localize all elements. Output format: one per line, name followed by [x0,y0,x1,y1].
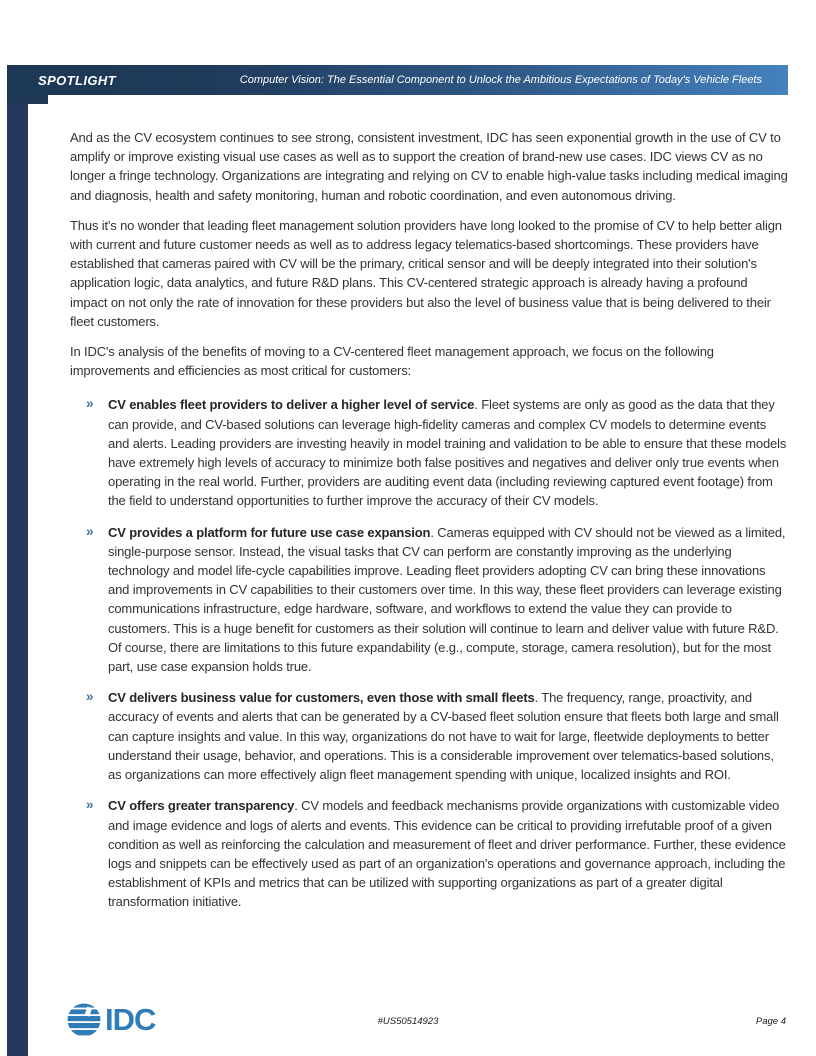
paragraph: And as the CV ecosystem continues to see strong, consistent investment, IDC has seen exponential growth in the use of CV to amplify or improve existing visual use cases as well as to support the creation of brand-new use cases. IDC views CV as no longer a fringe technology. Organizations are integrating and relying on CV to enable high-value tasks including medical imaging and diagnosis, health and safety monitoring, human and robotic coordination, and even autonomous driving. [70,130,788,203]
chevron-bullet-icon: » [86,797,94,813]
page-footer [0,998,816,1044]
left-accent-stripe [7,65,28,1056]
chevron-bullet-icon: » [86,523,94,539]
bullet-text [108,525,785,674]
paragraph: In IDC's analysis of the benefits of moving to a CV-centered fleet management approach, we focus on the following improvements and efficiencies as most critical for customers: [70,344,714,379]
bullet-text [108,397,786,508]
header-bar [7,65,788,95]
document-title: Computer Vision: The Essential Component to Unlock the Ambitious Expectations of Today's Vehicle Fleets [239,74,762,86]
bullet-lead: CV offers greater transparency [108,798,295,814]
chevron-bullet-icon: » [86,396,94,412]
bullet-item [70,523,788,677]
bullet-item [70,688,788,784]
bullet-body: . The frequency, range, proactivity, and accuracy of events and alerts that can be generated by a CV-based fleet solution ensure that fleets both large and small can capture insights and value. In this way, organizations do not have to wait for large, fleetwide deployments to better understand their usage, behavior, and operations. This is a considerable improvement over telematics-based solutions, as organizations can more effectively align fleet management spending with unique, localized insights and ROI. [108,690,779,783]
page-body [70,128,788,924]
document-number: #US50514923 [377,1016,439,1027]
bullet-text [108,690,779,782]
bullet-item [70,796,788,911]
bullet-lead: CV delivers business value for customers, even those with small fleets [108,690,535,706]
chevron-bullet-icon: » [86,689,94,705]
bullet-body: . CV models and feedback mechanisms provide organizations with customizable video and image evidence and logs of alerts and events. This evidence can be critical to providing irrefutable proof of a given condition as well as reinforcing the calculation and measurement of fleet and driver performance. Further, these evidence logs and snippets can be effectively used as part of an organization's operations and governance approach, including the establishment of KPIs and metrics that can be utilized with supporting organizations as part of a greater digital transformation initiative. [108,798,786,910]
bullet-body: . Fleet systems are only as good as the data that they can provide, and CV-based solutions can leverage high-fidelity cameras and complex CV models to determine events and alerts. Leading providers are investing heavily in model training and validation to be able to ensure that these models have extremely high levels of accuracy to minimize both false positives and negatives and deliver only true events when operating in the real world. Further, providers are auditing event data (including reviewing captured event footage) from the field to understand opportunities to further improve the accuracy of their CV models. [108,397,787,509]
paragraph: Thus it's no wonder that leading fleet management solution providers have long looked to the promise of CV to help better align with current and future customer needs as well as to address legacy telematics-based shortcomings. These providers have established that cameras paired with CV will be the primary, critical sensor and will be deeply integrated into their solution's application logic, data analytics, and future R&D plans. This CV-centered strategic approach is already having a profound impact on not only the rate of innovation for these providers but also the level of business value that is being delivered to their fleet customers. [70,217,782,329]
bullet-text [108,798,786,909]
bullet-item [70,395,788,510]
bullet-list [70,395,788,911]
bullet-body: . Cameras equipped with CV should not be viewed as a limited, single-purpose sensor. Instead, the visual tasks that CV can perform are constantly improving as the underlying technology and model life-cycle capabilities improve. Leading fleet providers adopting CV can bring these innovations and improvements in CV capabilities to their customers over time. In this way, these fleet providers can leverage existing communications infrastructure, edge hardware, software, and workflows to extend the value they can provide to customers. This is a huge benefit for customers as their solution will continue to learn and deliver value with future R&D. Of course, there are limitations to this future expandability (e.g., compute, storage, camera resolution), but for the most part, use case expansion holds true. [108,524,786,675]
bullet-lead: CV provides a platform for future use case expansion [108,524,431,540]
spotlight-label: SPOTLIGHT [38,72,116,88]
bullet-lead: CV enables fleet providers to deliver a higher level of service [108,397,475,413]
header-corner-tab [7,95,48,104]
page-number: Page 4 [755,1016,786,1027]
idc-logo-text: IDC [105,1002,156,1037]
